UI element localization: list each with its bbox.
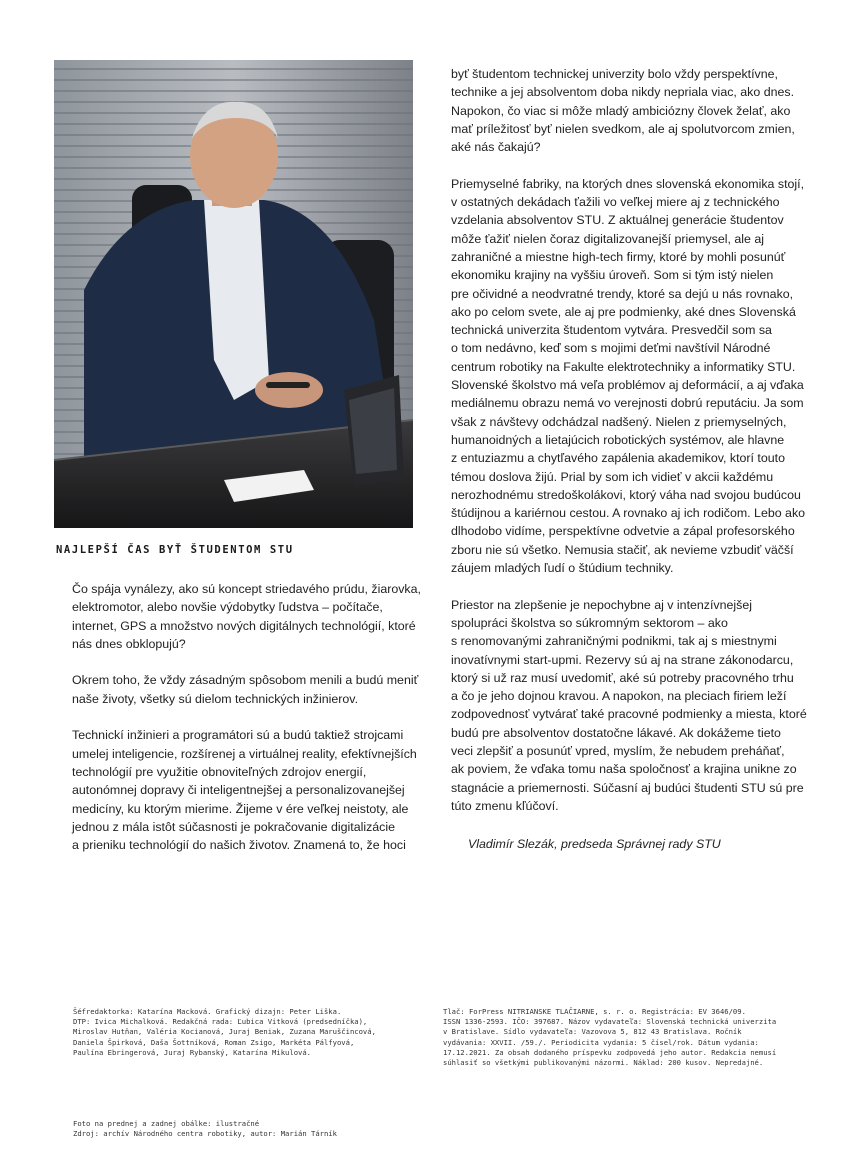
right-column <box>451 65 811 833</box>
paragraph: Technickí inžinieri a programátori sú a budú taktiež strojcami umelej inteligencie, rozšírenej a virtuálnej reality, efektívnejších technológií pre využitie obnoviteľných zdrojov energií, autonómnej dopravy či inteligentnejšej a personalizovanejšej medicíny, ku ktorým mierime. Žijeme v ére veľkej neistoty, ale jednou z mála istôt súčasnosti je pokračovanie digitalizácie a prieniku technológií do našich životov. Znamená to, že hoci <box>72 728 417 853</box>
paragraph: byť študentom technickej univerzity bolo vždy perspektívne, technike a jej absolventom doba nikdy nepriala viac, ako dnes. Napokon, čo viac si môže mladý ambiciózny človek želať, ako mať príležitosť byť nielen svedkom, ale aj spolutvorcom zmien, aké nás čakajú? <box>451 67 795 155</box>
paragraph: Čo spája vynálezy, ako sú koncept striedavého prúdu, žiarovka, elektromotor, alebo novšie výdobytky ľudstva – počítače, internet, GPS a množstvo nových digitálnych technológií, ktoré nás dnes obklopujú? <box>72 582 421 651</box>
paragraph: Priemyselné fabriky, na ktorých dnes slovenská ekonomika stojí, v ostatných dekádach ťažili vo veľkej miere aj z technického vzdelania absolventov STU. Z aktuálnej generácie študentov môže ťažiť nielen čoraz digitalizovanejší priemysel, ale aj zahraničné a miestne high-tech firmy, ktoré by mohli posunúť ekonomiku krajiny na vyššiu úroveň. Som si tým istý nielen pre očividné a neodvratné trendy, ktoré sa dejú u nás rovnako, ako po celom svete, ale aj pre podmienky, aké dnes Slovenská technická univerzita študentom vytvára. Presvedčil som sa o tom nedávno, keď som s mojimi deťmi navštívil Národné centrum robotiky na Fakulte elektrotechniky a informatiky STU. Slovenské školstvo má veľa problémov aj deformácií, a aj vďaka mediálnemu obrazu nemá vo verejnosti dobrú reputáciu. Ja som však z návštevy odchádzal nadšený. Nielen z priemyselných, humanoidných a lietajúcich robotických systémov, ale hlavne z entuziazmu a chytľavého zapálenia akademikov, ktorí touto témou doslova žijú. Prial by som ich vidieť v akcii každému nerozhodnému stredoškolákovi, ktorý váha nad svojou budúcou štúdijnou a kariérnou cestou. A rovnako aj ich rodičom. Lebo ako dlhodobo vidíme, perspektívne odvetvie a zápal profesorského zboru nie sú všetko. Nemusia stačiť, ak nevieme vzbudiť väčší záujem mladých ľudí o štúdium techniky. <box>451 176 806 576</box>
left-column <box>72 580 424 873</box>
section-title: NAJLEPŠÍ ČAS BYŤ ŠTUDENTOM STU <box>56 544 294 556</box>
editorial-imprint: Šéfredaktorka: Katarína Macková. Grafický dizajn: Peter Liška. DTP: Ivica Michalková. Redakčná rada: Ľubica Vitková (predsedníčka), Miroslav Hutňan, Valéria Kocianová, Juraj Beniak, Zuzana Maruščincová, Daniela Špirková, Daša Šottníková, Roman Zsigo, Markéta Pálfyová, Paulína Ebringerová, Juraj Rybanský, Katarína Mikulová. <box>73 1007 376 1057</box>
photo-credit: Foto na prednej a zadnej obálke: ilustračné Zdroj: archív Národného centra robotiky, autor: Marián Tárník <box>73 1119 337 1139</box>
publisher-imprint: Tlač: ForPress NITRIANSKE TLAČIARNE, s. r. o. Registrácia: EV 3646/09. ISSN 1336-2593. IČO: 397687. Názov vydavateľa: Slovenská technická univerzita v Bratislave. Sídlo vydavateľa: Vazovova 5, 812 43 Bratislava. Ročník vydávania: XXVII. /59./. Periodicita vydania: 5 čísel/rok. Dátum vydania: 17.12.2021. Za obsah dodaného príspevku zodpovedá jeho autor. Redakcia nemusí súhlasiť so všetkými publikovanými názormi. Náklad: 200 kusov. Nepredajné. <box>443 1007 777 1068</box>
portrait-photo <box>54 60 413 528</box>
paragraph: Priestor na zlepšenie je nepochybne aj v intenzívnejšej spolupráci školstva so súkromným sektorom – ako s renomovanými zahraničnými podnikmi, tak aj s miestnymi inovatívnymi start-upmi. Rezervy sú aj na strane zákonodarcu, ktorý si už raz musí uvedomiť, aké sú potreby pracovného trhu a čo je jeho dojnou kravou. A napokon, na pleciach firiem leží zodpovednosť vytvárať také pracovné podmienky a miesta, ktoré budú pre absolventov dostatočne lákavé. Ak dokážeme tieto veci zlepšiť a posunúť vpred, myslím, že nebudem preháňať, ak poviem, že vďaka tomu naša spoločnosť a krajina unikne zo stagnácie a priemernosti. Súčasní aj budúci študenti STU sú pre túto zmenu kľúčoví. <box>451 597 807 813</box>
author-signature: Vladimír Slezák, predseda Správnej rady STU <box>468 837 721 851</box>
paragraph: Okrem toho, že vždy zásadným spôsobom menili a budú meniť naše životy, všetky sú dielom technických inžinierov. <box>72 673 419 706</box>
